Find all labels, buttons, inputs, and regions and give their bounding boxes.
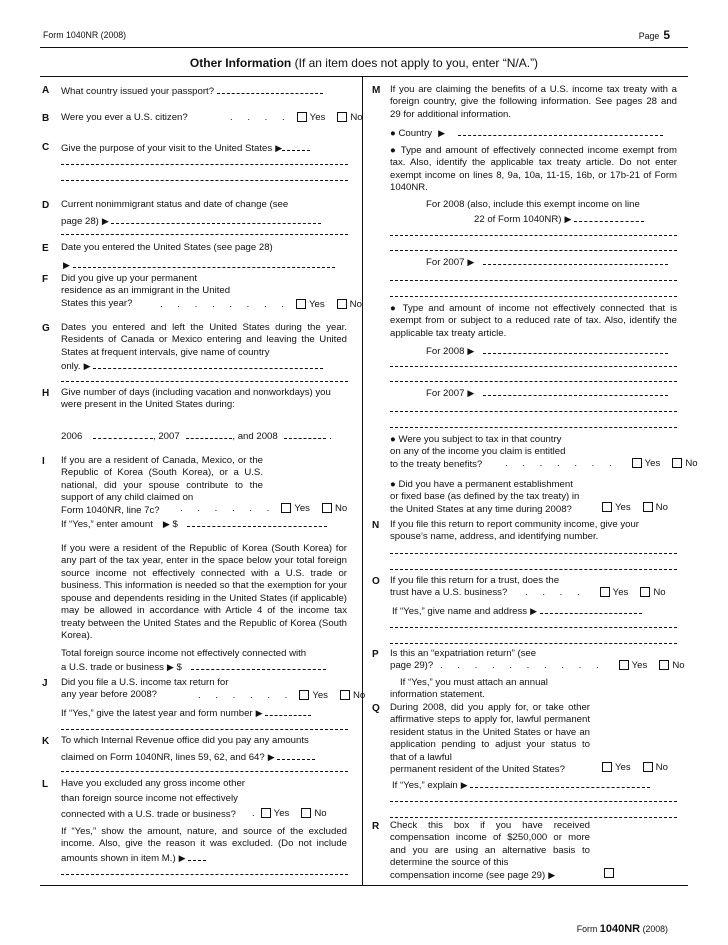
days-2007-field[interactable] bbox=[186, 429, 232, 439]
excluded-income-field[interactable] bbox=[188, 851, 206, 861]
treaty-country-row: ● Country ▶ bbox=[390, 126, 663, 140]
entry-exit-dates-field[interactable] bbox=[93, 359, 323, 369]
residency-explain-line-3[interactable] bbox=[390, 817, 677, 818]
latest-return-field[interactable] bbox=[265, 706, 311, 716]
permanent-establishment-options: Yes No bbox=[596, 502, 668, 514]
exempt-2007-line-2[interactable] bbox=[390, 280, 677, 281]
spouse-support-amount-field[interactable] bbox=[187, 517, 327, 527]
foreign-income-amount-field[interactable] bbox=[191, 660, 326, 670]
entry-exit-dates-line-2[interactable] bbox=[61, 381, 348, 382]
item-n-question: If you file this return to report community income, give your spouse’s name, address, and identifying number. bbox=[390, 519, 640, 543]
item-i-options: . . . . . . Yes No bbox=[180, 503, 348, 514]
item-l-no-checkbox[interactable] bbox=[301, 808, 311, 818]
item-o-yes-checkbox[interactable] bbox=[600, 587, 610, 597]
item-e-letter: E bbox=[42, 243, 49, 254]
trust-business-line-2[interactable] bbox=[390, 627, 677, 628]
item-i-no-checkbox[interactable] bbox=[322, 503, 332, 513]
page-number: 5 bbox=[663, 28, 670, 42]
exempt-2007-field[interactable] bbox=[483, 255, 668, 265]
treaty-country-field[interactable] bbox=[458, 126, 663, 136]
item-g-question: Dates you entered and left the United States during the year. Residents of Canada or Mexico entering and leaving the United States at frequent intervals, give name of country only. ▶ bbox=[61, 322, 347, 373]
reduced-2007-line-2[interactable] bbox=[390, 411, 677, 412]
page-indicator bbox=[639, 28, 670, 44]
page-label: Page bbox=[638, 31, 660, 41]
item-l-yes-checkbox[interactable] bbox=[261, 808, 271, 818]
irs-office-field[interactable] bbox=[277, 750, 315, 760]
item-r-question: Check this box if you have received compensation income of $250,000 or more and you are using an alternative basis to determine the source of this compensation income (see page 29) ▶ bbox=[390, 820, 590, 881]
section-title: Other Information (If an item does not apply to you, enter “N/A.”) bbox=[189, 56, 539, 70]
reduced-2008-line-3[interactable] bbox=[390, 381, 677, 382]
exempt-2008-line-3[interactable] bbox=[390, 250, 677, 251]
item-h-question: Give number of days (including vacation and nonworkdays) you were present in the United States during: bbox=[61, 387, 331, 411]
item-p-yes-checkbox[interactable] bbox=[619, 660, 629, 670]
item-o-question: If you file this return for a trust, does the trust have a U.S. business? bbox=[390, 575, 560, 599]
reduced-2008-field[interactable] bbox=[483, 344, 668, 354]
item-l-options: . Yes No bbox=[252, 808, 327, 819]
visit-purpose-line-2[interactable] bbox=[61, 164, 348, 165]
item-c-question: Give the purpose of your visit to the United States ▶ bbox=[61, 141, 310, 155]
item-n-letter: N bbox=[372, 520, 380, 531]
item-c-letter: C bbox=[42, 142, 50, 153]
item-o-no-checkbox[interactable] bbox=[640, 587, 650, 597]
exempt-2007-line-3[interactable] bbox=[390, 296, 677, 297]
item-j-options: . . . . . . Yes No bbox=[198, 690, 366, 701]
residency-explain-line-2[interactable] bbox=[390, 801, 677, 802]
reduced-2007-field[interactable] bbox=[483, 386, 668, 396]
item-f-yes-checkbox[interactable] bbox=[296, 299, 306, 309]
visit-purpose-field[interactable] bbox=[282, 141, 310, 151]
item-p-question: Is this an “expatriation return” (see page 29)? bbox=[390, 648, 537, 672]
item-h-letter: H bbox=[42, 388, 50, 399]
latest-return-line-2[interactable] bbox=[61, 729, 348, 730]
passport-country-field[interactable] bbox=[217, 84, 323, 94]
item-r-letter: R bbox=[372, 821, 380, 832]
visit-purpose-line-3[interactable] bbox=[61, 180, 348, 181]
item-q-yes-checkbox[interactable] bbox=[602, 762, 612, 772]
item-l-ifyes: If “Yes,” show the amount, nature, and source of the excluded income. Also, give the reason it was excluded. (Do not include amounts shown in item M.) ▶ bbox=[61, 826, 347, 864]
days-2006-field[interactable] bbox=[93, 429, 153, 439]
treaty-2008-row-a: 22 of Form 1040NR) ▶ bbox=[474, 212, 644, 226]
item-q-letter: Q bbox=[372, 703, 380, 714]
title-rule bbox=[40, 76, 688, 77]
community-income-line-2[interactable] bbox=[390, 569, 677, 570]
item-p-options: . . . . . . . . . . Yes No bbox=[440, 660, 685, 671]
item-p-ifyes: If “Yes,” you must attach an annual information statement. bbox=[390, 677, 548, 701]
item-b-letter: B bbox=[42, 113, 50, 124]
trust-business-line-3[interactable] bbox=[390, 643, 677, 644]
item-m-letter: M bbox=[372, 85, 381, 96]
item-d-letter: D bbox=[42, 200, 50, 211]
item-g-letter: G bbox=[42, 323, 50, 334]
entry-date-field[interactable] bbox=[73, 258, 335, 268]
residency-explain-field[interactable] bbox=[470, 778, 650, 788]
item-p-letter: P bbox=[372, 649, 379, 660]
excluded-income-line-2[interactable] bbox=[61, 874, 348, 875]
nonimmigrant-status-line-2[interactable] bbox=[61, 234, 348, 235]
item-f-no-checkbox[interactable] bbox=[337, 299, 347, 309]
treaty-exempt-effectively-connected: ● Type and amount of effectively connected income exempt from tax. Also, identify the applicable tax treaty article. Do not enter exempt income on lines 8, 9a, 10a, 11-15, 16b, or 17b-21 of Form 1040NR. bbox=[390, 145, 677, 194]
item-q-question: During 2008, did you apply for, or take other affirmative steps to apply for, lawful permanent resident status in the United States or have an application pending to adjust your status to that of a lawful permanent resident of the United States? bbox=[390, 702, 590, 776]
treaty-2007-row-b: For 2007 ▶ bbox=[426, 386, 668, 400]
subject-to-tax-no-checkbox[interactable] bbox=[672, 458, 682, 468]
treaty-exempt-not-connected: ● Type and amount of income not effectively connected that is exempt from or subject to a reduced rate of tax. Also, identify the applicable tax treaty article. bbox=[390, 303, 677, 339]
community-income-line-1[interactable] bbox=[390, 553, 677, 554]
permanent-establishment-yes-checkbox[interactable] bbox=[602, 502, 612, 512]
trust-business-field[interactable] bbox=[540, 604, 642, 614]
column-divider bbox=[362, 77, 363, 885]
foreign-income-question: Total foreign source income not effectively connected with a U.S. trade or business ▶ $ bbox=[61, 648, 347, 675]
item-f-options: . . . . . . . . Yes No bbox=[160, 299, 362, 310]
item-f-question: Did you give up your permanent residence as an immigrant in the United States this year? bbox=[61, 273, 231, 309]
item-o-letter: O bbox=[372, 576, 380, 587]
reduced-2008-line-2[interactable] bbox=[390, 366, 677, 367]
permanent-establishment-question: ● Did you have a permanent establishment or fixed base (as defined by the tax treaty) in the United States at any time during 2008? bbox=[390, 479, 580, 515]
item-q-no-checkbox[interactable] bbox=[643, 762, 653, 772]
subject-to-tax-options: . . . . . . . Yes No bbox=[505, 458, 698, 469]
item-b-yes-checkbox[interactable] bbox=[297, 112, 307, 122]
item-b-question: Were you ever a U.S. citizen? bbox=[61, 112, 188, 123]
item-j-letter: J bbox=[42, 678, 48, 689]
item-e-question: Date you entered the United States (see page 28) ▶ bbox=[61, 242, 335, 273]
item-l-question: Have you excluded any gross income other than foreign source income not effectively connected with a U.S. trade or business? bbox=[61, 778, 245, 820]
item-a-letter: A bbox=[42, 85, 50, 96]
reduced-2007-line-3[interactable] bbox=[390, 427, 677, 428]
item-h-days-row: 2006 , 2007 , and 2008 . bbox=[61, 431, 332, 442]
item-p-no-checkbox[interactable] bbox=[659, 660, 669, 670]
item-k-letter: K bbox=[42, 736, 50, 747]
nonimmigrant-status-field[interactable] bbox=[111, 214, 321, 224]
subject-to-tax-question: ● Were you subject to tax in that country on any of the income you claim is entitled to the treaty benefits? bbox=[390, 434, 566, 470]
treaty-2007-row-a: For 2007 ▶ bbox=[426, 255, 668, 269]
days-2008-field[interactable] bbox=[284, 429, 326, 439]
item-j-yes-checkbox[interactable] bbox=[299, 690, 309, 700]
item-o-options: . . . . Yes No bbox=[525, 587, 666, 598]
item-f-letter: F bbox=[42, 274, 49, 285]
item-i-letter: I bbox=[42, 456, 45, 467]
item-q-ifyes: If “Yes,” explain ▶ bbox=[392, 778, 650, 792]
form-id: Form 1040NR (2008) bbox=[43, 30, 127, 40]
item-b-options: . . . . Yes No bbox=[230, 112, 363, 123]
item-l-letter: L bbox=[42, 779, 49, 790]
irs-office-line-2[interactable] bbox=[61, 771, 348, 772]
item-i-yes-checkbox[interactable] bbox=[281, 503, 291, 513]
item-i-question: If you are a resident of Canada, Mexico, or the Republic of Korea (South Korea), or a U.S. national, did your spouse contribute to the support of any child claimed on Form 1040NR, line 7c? bbox=[61, 455, 263, 516]
item-j-question: Did you file a U.S. income tax return for any year before 2008? bbox=[61, 677, 229, 701]
item-j-no-checkbox[interactable] bbox=[340, 690, 350, 700]
bottom-rule bbox=[40, 885, 688, 886]
item-i-amount-row: If “Yes,” enter amount ▶ $ bbox=[61, 517, 327, 531]
item-k-question: To which Internal Revenue office did you pay any amounts claimed on Form 1040NR, lines 59, 62, and 64? ▶ bbox=[61, 735, 315, 765]
exempt-2008-field[interactable] bbox=[574, 212, 644, 222]
treaty-2008-label-a: For 2008 (also, include this exempt income on line bbox=[426, 199, 640, 210]
item-m-question: If you are claiming the benefits of a U.S. income tax treaty with a foreign country, give the following information. See pages 28 and 29 for additional information. bbox=[390, 84, 677, 120]
korea-resident-instructions: If you were a resident of the Republic of Korea (South Korea) for any part of the tax year, enter in the space below your total foreign source income not effectively connected with a U.S. trade or business. This information is needed so that the exemption for your spouse and dependents residing in the United States (if applicable) may be allowed in accordance with Article 4 of the income tax treaty between the United States and the Republic of Korea (South Korea). bbox=[61, 543, 347, 642]
top-rule bbox=[40, 47, 688, 48]
subject-to-tax-yes-checkbox[interactable] bbox=[632, 458, 642, 468]
item-o-ifyes: If “Yes,” give name and address ▶ bbox=[392, 604, 642, 618]
treaty-2008-row-b: For 2008 ▶ bbox=[426, 344, 668, 358]
exempt-2008-line-2[interactable] bbox=[390, 235, 677, 236]
alternative-basis-checkbox[interactable] bbox=[604, 868, 614, 878]
item-r-options bbox=[598, 868, 617, 880]
item-q-options: Yes No bbox=[596, 762, 668, 774]
item-b-no-checkbox[interactable] bbox=[337, 112, 347, 122]
item-d-question: Current nonimmigrant status and date of change (see page 28) ▶ bbox=[61, 199, 321, 229]
permanent-establishment-no-checkbox[interactable] bbox=[643, 502, 653, 512]
item-a-question: What country issued your passport? bbox=[61, 84, 323, 98]
item-j-ifyes: If “Yes,” give the latest year and form number ▶ bbox=[61, 706, 311, 720]
footer-form-id: Form 1040NR (2008) bbox=[576, 923, 668, 935]
